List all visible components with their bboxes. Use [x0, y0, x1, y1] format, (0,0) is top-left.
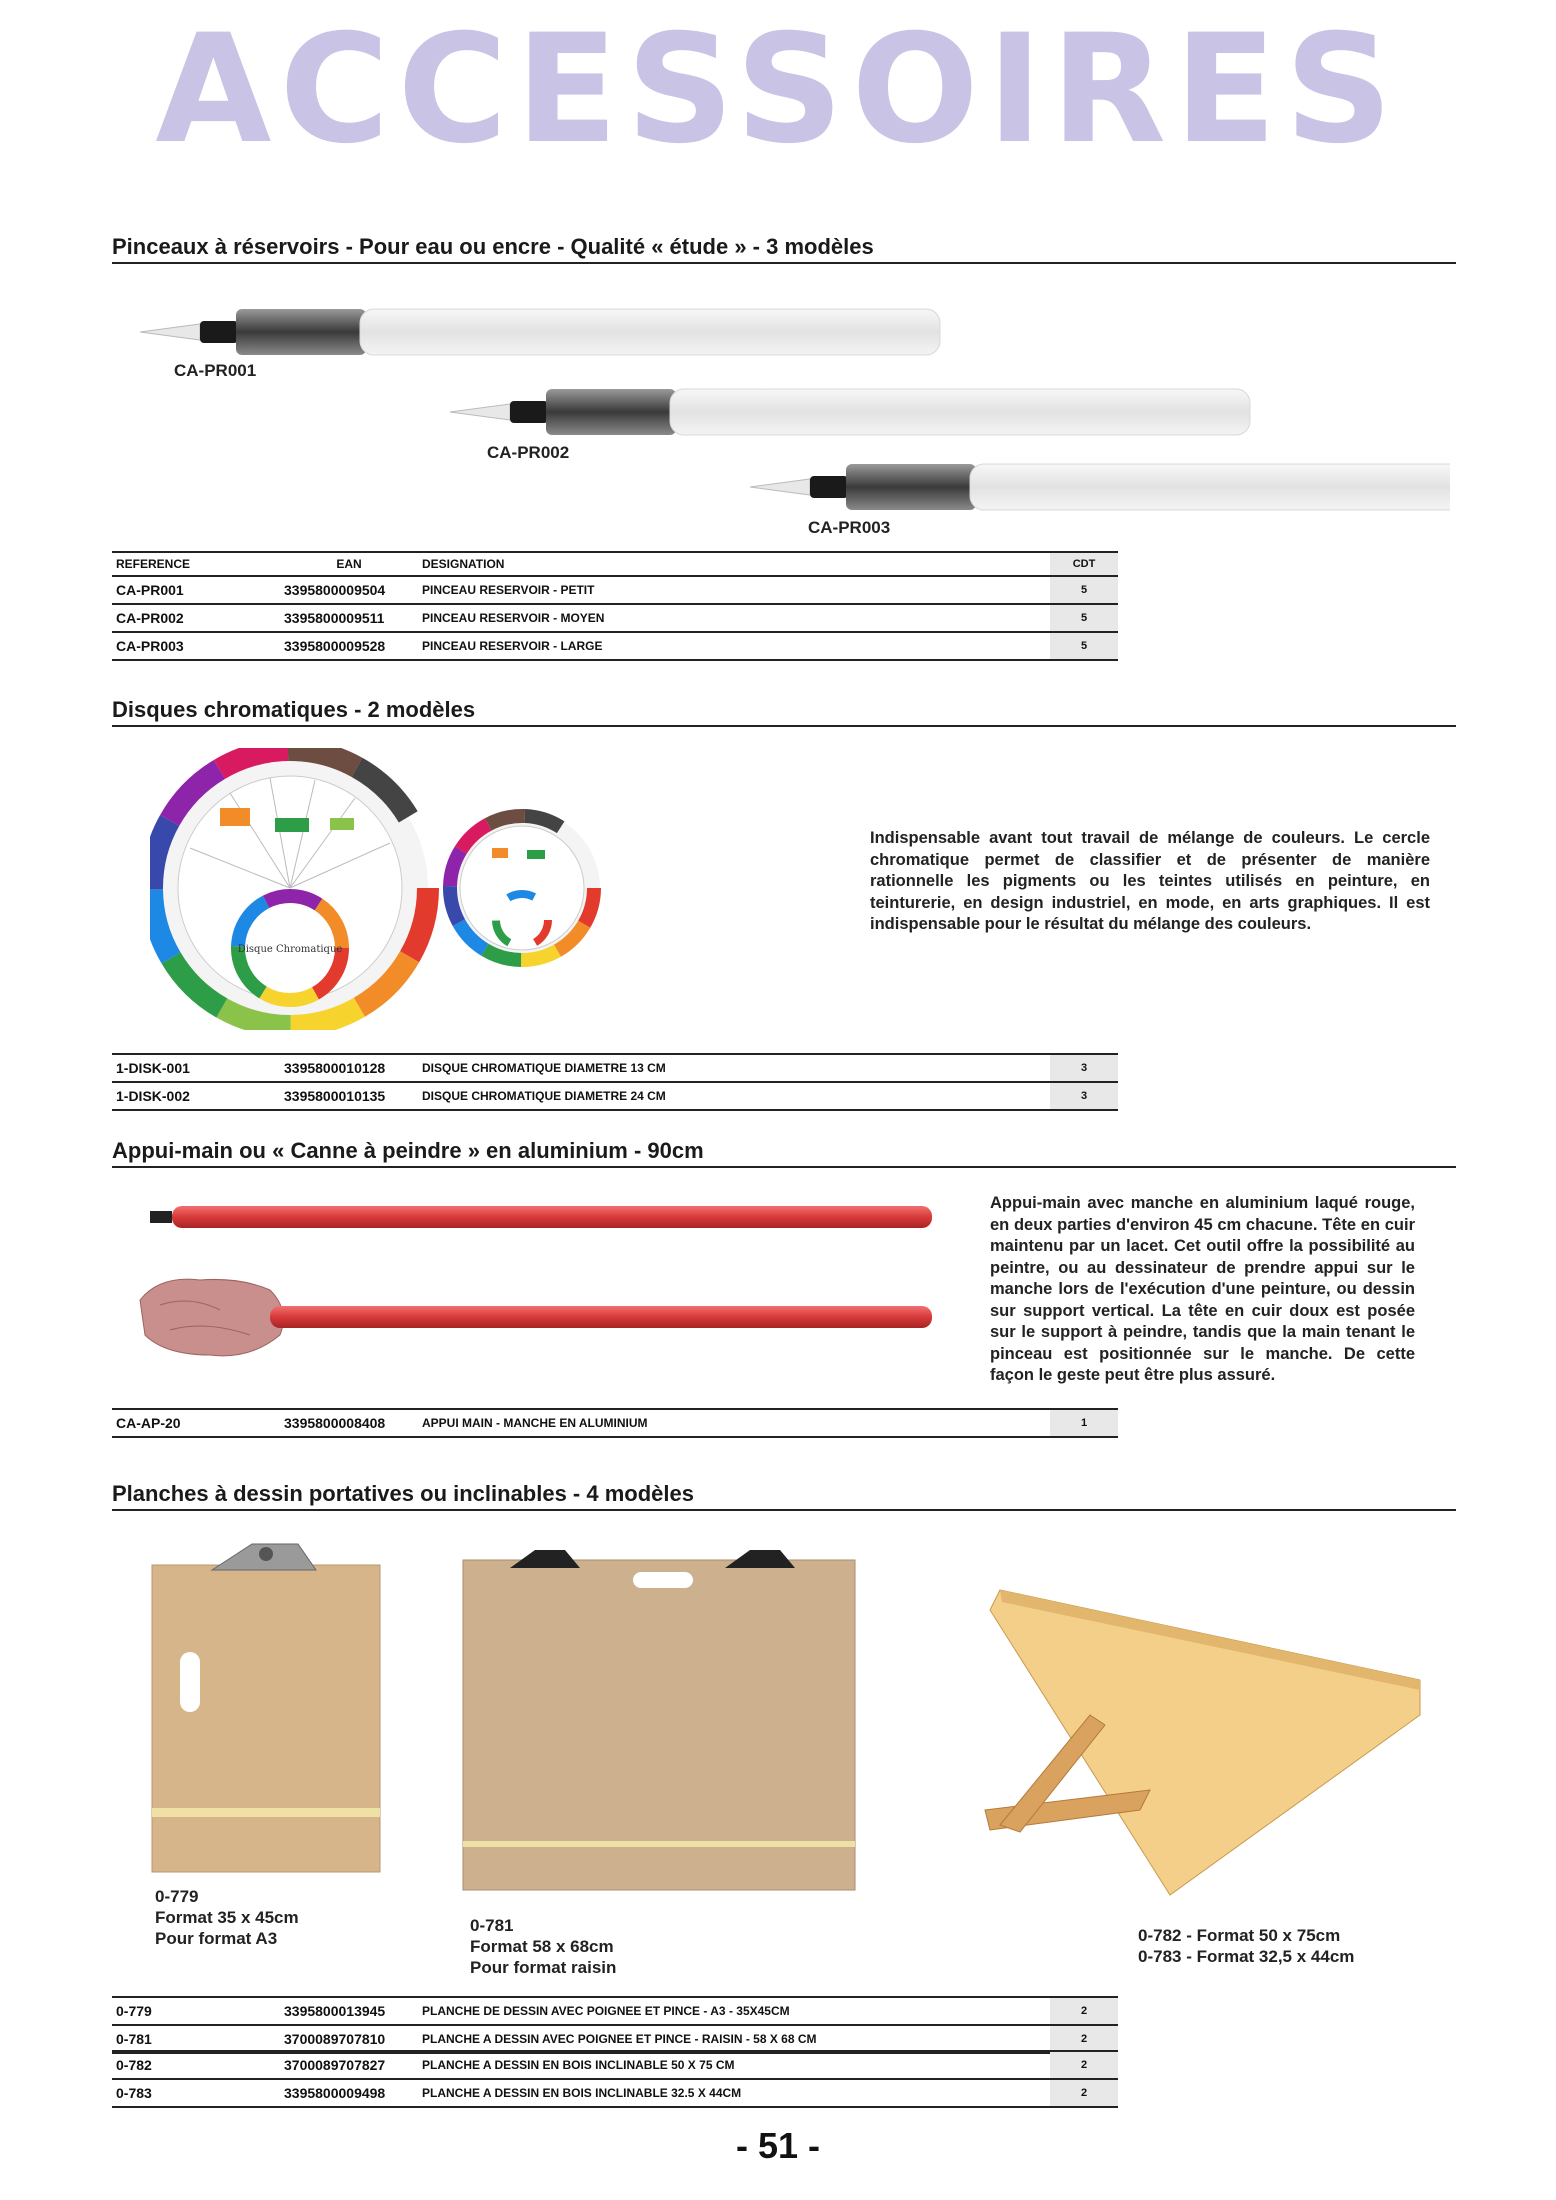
label-0-779-usage: Pour format A3: [155, 1929, 278, 1948]
table-row: [112, 2025, 1118, 2053]
cell-ean: 3395800009498: [280, 2079, 418, 2107]
mahlstick-rod-part-2: [140, 1279, 932, 1356]
cell-cdt: 5: [1050, 632, 1118, 660]
cell-ean: 3700089707810: [280, 2025, 418, 2053]
cell-ean: 3395800013945: [280, 1997, 418, 2025]
cell-ean: 3395800009528: [280, 632, 418, 660]
cell-ref: 1-DISK-002: [112, 1082, 280, 1110]
col-reference: REFERENCE: [112, 552, 280, 576]
label-0-779-format: Format 35 x 45cm: [155, 1908, 299, 1927]
table-row: [112, 632, 1118, 660]
cell-cdt: 3: [1050, 1054, 1118, 1082]
cell-designation: APPUI MAIN - MANCHE EN ALUMINIUM: [418, 1409, 1050, 1437]
table-planches-inclinables: [112, 2050, 1118, 2108]
cell-cdt: 2: [1050, 1997, 1118, 2025]
label-0-781: [470, 1915, 616, 1978]
label-ca-pr003: CA-PR003: [808, 518, 891, 537]
label-0-779: [155, 1886, 299, 1949]
cell-cdt: 5: [1050, 604, 1118, 632]
cell-ref: 0-779: [112, 1997, 280, 2025]
water-brushes-illustration: [130, 285, 1450, 515]
label-ca-pr002: CA-PR002: [487, 443, 570, 462]
cell-designation: PLANCHE A DESSIN EN BOIS INCLINABLE 32.5 X 44CM: [418, 2079, 1050, 2107]
col-cdt: CDT: [1050, 552, 1118, 576]
table-appui: [112, 1408, 1118, 1438]
label-0-782: 0-782 - Format 50 x 75cm: [1138, 1926, 1341, 1945]
cell-designation: PINCEAU RESERVOIR - PETIT: [418, 576, 1050, 604]
cell-designation: PLANCHE DE DESSIN AVEC POIGNEE ET PINCE - A3 - 35X45CM: [418, 1997, 1050, 2025]
cell-cdt: 5: [1050, 576, 1118, 604]
label-0-779-ref: 0-779: [155, 1887, 199, 1906]
wheel-label: Disque Chromatique: [237, 944, 343, 955]
cell-cdt: 2: [1050, 2051, 1118, 2079]
table-row: [112, 604, 1118, 632]
label-0-781-format: Format 58 x 68cm: [470, 1937, 614, 1956]
label-0-782-0-783: [1138, 1925, 1354, 1967]
drawing-boards-illustration: [140, 1540, 1440, 1900]
section-title-appui: Appui-main ou « Canne à peindre » en aluminium - 90cm: [112, 1138, 1456, 1168]
cell-cdt: 2: [1050, 2079, 1118, 2107]
cell-designation: PINCEAU RESERVOIR - LARGE: [418, 632, 1050, 660]
cell-ref: CA-PR001: [112, 576, 280, 604]
disques-description: Indispensable avant tout travail de mélange de couleurs. Le cercle chromatique permet de classifier et de présenter de manière rationnelle les pigments ou les teintes utilisés en peinture, en teinturerie, en design industriel, en mode, en arts graphiques. Il est indispensable pour le résultat du mélange des couleurs.: [870, 829, 1430, 933]
cell-ean: 3395800010135: [280, 1082, 418, 1110]
cell-designation: PLANCHE A DESSIN AVEC POIGNEE ET PINCE - RAISIN - 58 X 68 CM: [418, 2025, 1050, 2053]
cell-ref: 1-DISK-001: [112, 1054, 280, 1082]
label-0-781-ref: 0-781: [470, 1916, 514, 1935]
cell-ean: 3395800010128: [280, 1054, 418, 1082]
table-row: [112, 1409, 1118, 1437]
table-row: [112, 576, 1118, 604]
cell-ean: 3395800009504: [280, 576, 418, 604]
cell-ean: 3395800009511: [280, 604, 418, 632]
cell-ref: 0-781: [112, 2025, 280, 2053]
cell-ref: 0-782: [112, 2051, 280, 2079]
cell-ref: CA-AP-20: [112, 1409, 280, 1437]
appui-description: Appui-main avec manche en aluminium laqué rouge, en deux parties d'environ 45 cm chacune. Tête en cuir maintenu par un lacet. Cet outil offre la possibilité au peintre, ou au dessinateur de prendre appui sur le manche lors de l'exécution d'une peinture, ou dessin sur support vertical. La tête en cuir doux est posée sur le support à peindre, tandis que la main tenant le pinceau est positionnée sur le manche. De cette façon le geste peut être plus assuré.: [990, 1194, 1415, 1384]
table-row: [112, 2079, 1118, 2107]
color-wheels-illustration: [150, 748, 620, 1030]
cell-designation: PINCEAU RESERVOIR - MOYEN: [418, 604, 1050, 632]
section-title-disques: Disques chromatiques - 2 modèles: [112, 697, 1456, 727]
col-designation: DESIGNATION: [418, 552, 1050, 576]
table-row: [112, 1054, 1118, 1082]
cell-designation: DISQUE CHROMATIQUE DIAMETRE 24 CM: [418, 1082, 1050, 1110]
section-title-planches: Planches à dessin portatives ou inclinables - 4 modèles: [112, 1481, 1456, 1511]
color-wheel-large: [152, 750, 428, 1026]
cell-designation: PLANCHE A DESSIN EN BOIS INCLINABLE 50 X 75 CM: [418, 2051, 1050, 2079]
color-wheel-small: [444, 810, 600, 966]
table-row: [112, 2051, 1118, 2079]
cell-ref: CA-PR002: [112, 604, 280, 632]
brush-ca-pr003: [750, 464, 1450, 510]
label-0-781-usage: Pour format raisin: [470, 1958, 617, 1977]
section-title-pinceaux: Pinceaux à réservoirs - Pour eau ou encre - Qualité « étude » - 3 modèles: [112, 234, 1456, 264]
label-0-783: 0-783 - Format 32,5 x 44cm: [1138, 1947, 1355, 1966]
brush-ca-pr001: [140, 309, 940, 355]
board-0-781: [463, 1550, 855, 1890]
mahlstick-illustration: [130, 1195, 970, 1380]
board-0-779: [152, 1544, 380, 1872]
table-planches-portatives: [112, 1996, 1118, 2054]
col-ean: EAN: [280, 552, 418, 576]
table-pinceaux: [112, 551, 1118, 661]
table-header-row: [112, 552, 1118, 576]
page-number: - 51 -: [735, 2125, 821, 2166]
cell-ref: CA-PR003: [112, 632, 280, 660]
board-0-782-0-783: [985, 1590, 1420, 1895]
mahlstick-rod-part-1: [150, 1206, 932, 1228]
table-disques: [112, 1053, 1118, 1111]
cell-cdt: 2: [1050, 2025, 1118, 2053]
cell-ean: 3700089707827: [280, 2051, 418, 2079]
page-banner-title: ACCESSOIRES: [155, 3, 1401, 177]
brush-ca-pr002: [450, 389, 1250, 435]
cell-cdt: 3: [1050, 1082, 1118, 1110]
table-row: [112, 1997, 1118, 2025]
cell-designation: DISQUE CHROMATIQUE DIAMETRE 13 CM: [418, 1054, 1050, 1082]
cell-ref: 0-783: [112, 2079, 280, 2107]
cell-ean: 3395800008408: [280, 1409, 418, 1437]
table-row: [112, 1082, 1118, 1110]
cell-cdt: 1: [1050, 1409, 1118, 1437]
label-ca-pr001: CA-PR001: [174, 361, 257, 380]
